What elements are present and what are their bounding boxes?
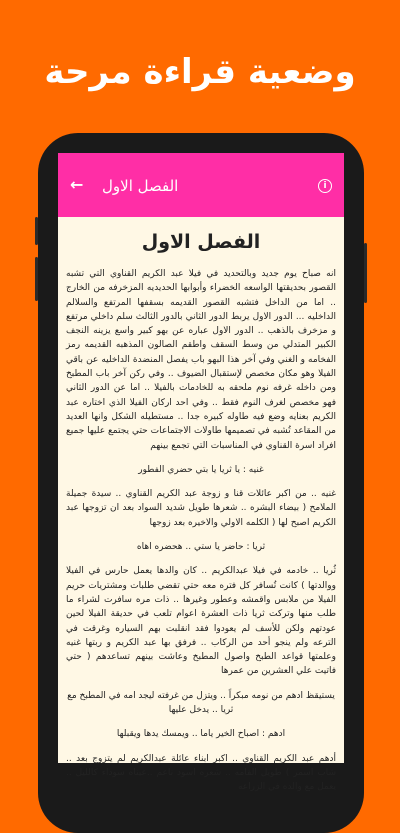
paragraph: ثريا : حاضر يا ستي .. هحضره اهاه — [136, 542, 266, 553]
paragraph: ثُريا .. خادمه في فيلا عبدالكريم .. كان والدها يعمل حارس في الفيلا ووالدتها ) كانت تُسافر كل فتره معه حتي تقضي طلبات ومشتريات حريم الفيلا من ملابس واقمشه وعطور وغيرها .. ذات مره سافرت لشراء ما طلب منها وتركت ثريا ذات العشرة اعوام تلعب في حديقة الفيلا لحين عودتهم ولكن للأسف لم يعودوا فقد انقلبت بهم السياره وغرقت في الترعه ولم ينجو أحد من الركاب .. فرفق بها عبد الكريم و ربتها غنيه وعلمتها قواعد الطبخ واصول المطبخ وعاشت بينهم تساعدهم ( حتي فاتيت علي العشرين من عمرها — [66, 566, 336, 677]
app-screen — [58, 153, 344, 793]
app-bar — [58, 153, 344, 217]
phone-side-button — [35, 257, 38, 301]
phone-power-button — [364, 243, 367, 303]
arrow-back-icon[interactable]: ← — [70, 175, 84, 194]
reading-content[interactable] — [66, 219, 336, 805]
paragraph: انه صباح يوم جديد وبالتحديد في فيلا عبد الكريم القناوي التي تشبه القصور بحديقتها الواسعه الخضراء وأبوابها الحديديه المزخرفه من الخارج .. اما من الداخل فتشبه القصور القديمه بسقفها المرتفع والسلالم الداخليه ... الدور الاول يربط الدور الثاني بالدور الثالث سلم داخلي مرتفع و مزخرف بالذهب .. الدور الاول عباره عن بهو كبير واسع يزينه النجف الكبير المتدلي من وسط السقف واطقم الصالون المذهبه القديمه رمز الفخامه و الغني وفي آخر هذا البهو باب يفصل المنضدة الداخليه عن باقي الفيلا وهو مكان مخصص لإستقبال الضيوف .. وفي ركن آخر باب المطبخ ومن داخله غرفه نوم ملحقه به للخادمات بالفيلا .. اما عن الدور الثاني فهو مخصص لغرف النوم فقط .. وفي احد اركان الفيلا الذي اختاره عبد الكريم بعنايه وضع فيه طاوله كبيره جدا .. مستطيله الشكل وانها العديد من المقاعد تُشبه في تصميمها طاولات الاجتماعات حتي يجتمع عليها جميع افراد اسرة القناوي في المناسبات التي تجمع بينهم — [66, 269, 336, 451]
paragraph: غنيه : يا ثريا يا بتي حضري الفطور — [138, 464, 264, 475]
info-icon[interactable]: i — [318, 179, 332, 193]
paragraph: يستيقظ ادهم من نومه مبكراً .. ويتزل من غرفته ليجد امه في المطبخ مع ثريا .. يدخل عليها — [67, 690, 335, 716]
paragraph: ادهم : اصباح الخير ياما .. ويمسك يدها ويقبلها — [116, 729, 286, 740]
paragraph: غنيه .. من اكبر عائلات قنا و زوجة عبد الكريم القناوي .. سيدة جميلة الملامح ( بيضاء البشره .. شعرها طويل شديد السواد بعد ان تزوجها عبد الكريم اصبح لها ( الكلمه الاولي والاخيره بعد زوجها — [66, 489, 336, 528]
promo-title: وضعية قراءة مرحة — [44, 52, 356, 92]
paragraph: أدهم عبد الكريم القناوي .. اكبر ابناء عائلة عبدالكريم لم يتزوج بعد .. شاب اسمر ) طويل القامه .. شعره اسود ناعم ..عيناه سوداء كالليل .. يعمل مع والده في الزراعه — [66, 753, 336, 793]
phone-side-button — [35, 217, 38, 245]
app-bar-title: الفصل الاول — [102, 177, 179, 195]
chapter-title: الفصل الاول — [141, 231, 261, 253]
